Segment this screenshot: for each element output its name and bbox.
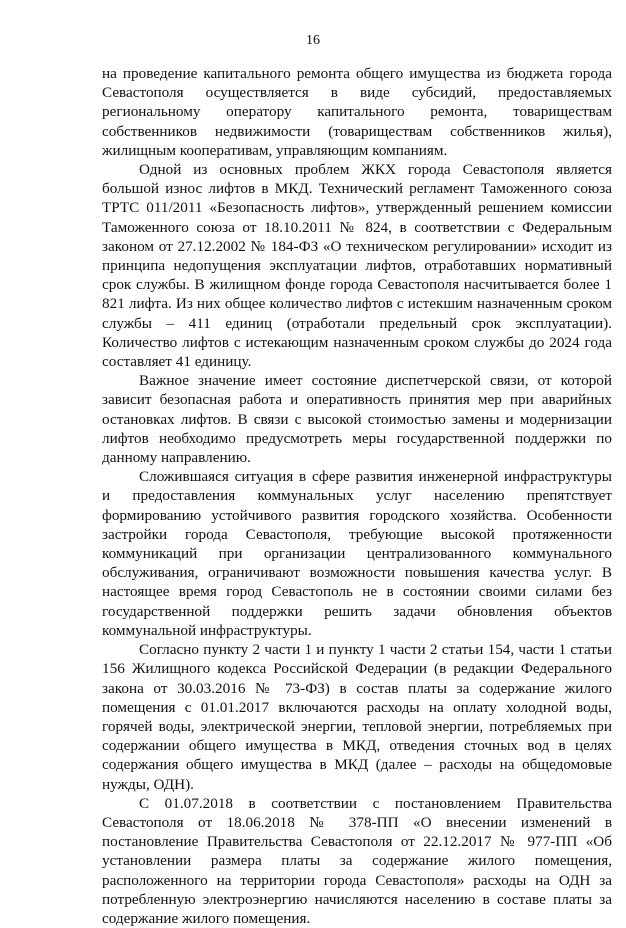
paragraph-resolution: С 01.07.2018 в соответствии с постановлением Правительства Севастополя от 18.06.2018 № 378-ПП «О внесении изменений в постановление Правительства Севастополя от 22.12.2017 № 977-ПП «Об установлении размера платы за содержание жилого помещения, расположенного на территории города Севастополя» расходы на ОДН за потребленную электроэнергию начисляются населению в составе платы за содержание жилого помещения. xyxy=(102,794,612,927)
paragraph-dispatch: Важное значение имеет состояние диспетчерской связи, от которой зависит безопасная работа и оперативность принятия мер при аварийных остановках лифтов. В связи с высокой стоимостью замены и модернизации лифтов необходимо предусмотреть меры государственной поддержки по данному направлению. xyxy=(102,372,612,467)
paragraph-elevators: Одной из основных проблем ЖКХ города Севастополя является большой износ лифтов в МКД. Технический регламент Таможенного союза ТРТС 011/2011 «Безопасность лифтов», утвержденный решением комиссии Таможенного союза от 18.10.2011 № 824, в соответствии с Федеральным законом от 27.12.2002 № 184-ФЗ «О техническом регулировании» исходит из принципа недопущения эксплуатации лифтов, отработавших нормативный срок службы. В жилищном фонде города Севастополя насчитывается более 1 821 лифта. Из них общее количество лифтов с истекшим назначенным сроком службы – 411 единиц (отработали предельный срок эксплуатации). Количество лифтов с истекающим назначенным сроком службы до 2024 года составляет 41 единицу. xyxy=(102,161,612,371)
paragraph-housing-code: Согласно пункту 2 части 1 и пункту 1 части 2 статьи 154, части 1 статьи 156 Жилищного кодекса Российской Федерации (в редакции Федерального закона от 30.03.2016 № 73-ФЗ) в состав платы за содержание жилого помещения с 01.01.2017 включаются расходы на оплату холодной воды, горячей воды, электрической энергии, тепловой энергии, потребляемых при содержании общего имущества в МКД, отведения сточных вод в целях содержания общего имущества в МКД (далее – расходы на общедомовые нужды, ОДН). xyxy=(102,641,612,793)
paragraph-infrastructure: Сложившаяся ситуация в сфере развития инженерной инфраструктуры и предоставления коммунальных услуг населению препятствует формированию устойчивого развития городского хозяйства. Особенности застройки города Севастополя, требующие высокой протяженности коммуникаций при организации централизованного коммунального обслуживания, ограничивают возможности повышения качества услуг. В настоящее время город Севастополь не в состоянии своими силами без государственной поддержки решить задачи обновления объектов коммунальной инфраструктуры. xyxy=(102,468,612,639)
page-number: 16 xyxy=(306,33,320,48)
paragraph-capital-repair: на проведение капитального ремонта общего имущества из бюджета города Севастополя осуществляется в виде субсидий, предоставляемых региональному оператору капитального ремонта, товариществам собственников недвижимости (товариществам собственников жилья), жилищным кооперативам, управляющим компаниям. xyxy=(102,65,612,159)
document-body xyxy=(102,64,612,928)
